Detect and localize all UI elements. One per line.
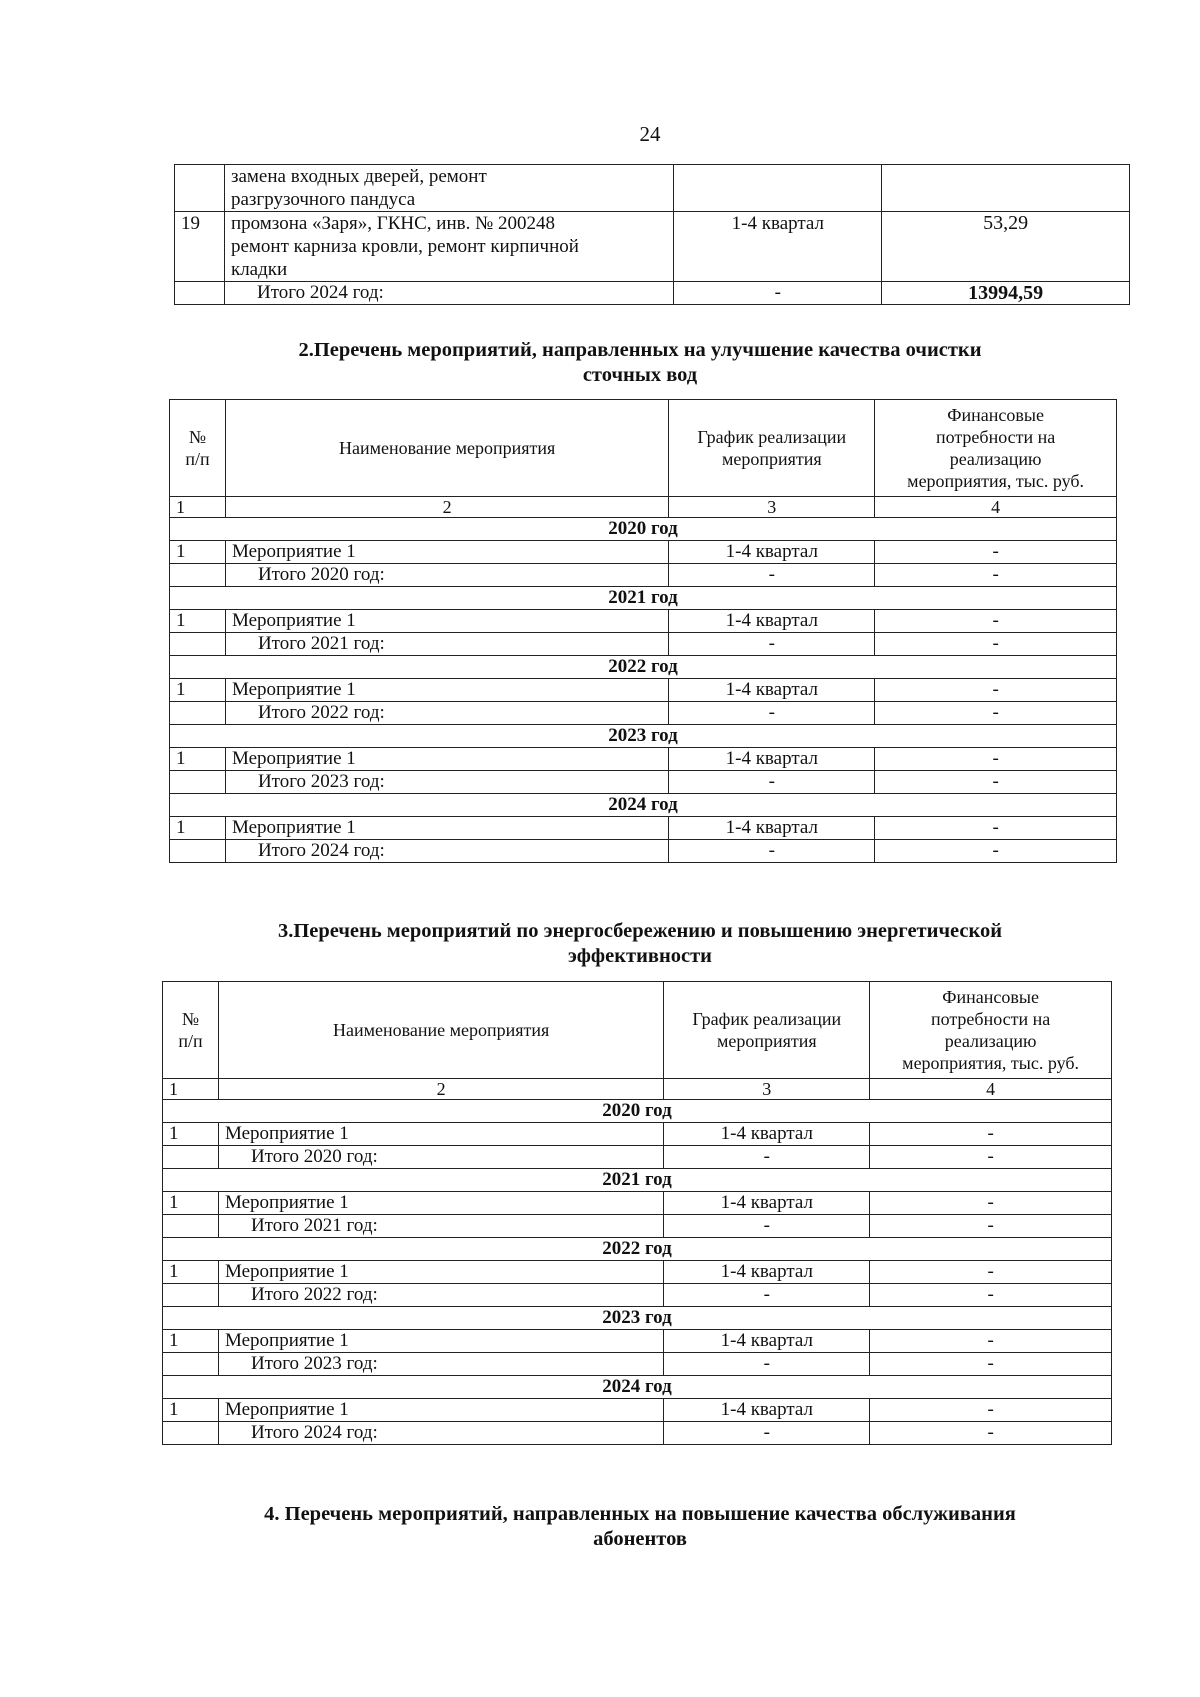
row-cost: - bbox=[875, 748, 1117, 771]
row-number: 1 bbox=[163, 1261, 219, 1284]
year-row bbox=[163, 1238, 1112, 1261]
row-name: Мероприятие 1 bbox=[218, 1330, 663, 1353]
row-cost: - bbox=[870, 1123, 1112, 1146]
total-cost: - bbox=[870, 1353, 1112, 1376]
year-row bbox=[170, 725, 1117, 748]
row-number: 19 bbox=[175, 212, 225, 282]
row-number: 1 bbox=[170, 610, 226, 633]
row-number: 1 bbox=[170, 541, 226, 564]
row-number bbox=[175, 165, 225, 212]
row-number: 1 bbox=[170, 679, 226, 702]
total-schedule: - bbox=[664, 1146, 870, 1169]
table-row bbox=[170, 541, 1117, 564]
row-schedule: 1-4 квартал bbox=[669, 748, 875, 771]
section-3-title: 3.Перечень мероприятий по энергосбережению и повышению энергетической эффективности bbox=[277, 920, 1003, 967]
header-row bbox=[170, 400, 1117, 497]
row-cost: - bbox=[870, 1192, 1112, 1215]
row-name: замена входных дверей, ремонт разгрузочного пандуса bbox=[224, 165, 673, 212]
row-schedule: 1-4 квартал bbox=[664, 1330, 870, 1353]
header-name: Наименование мероприятия bbox=[225, 400, 668, 497]
table-row bbox=[170, 610, 1117, 633]
row-schedule: 1-4 квартал bbox=[669, 610, 875, 633]
header-num: № п/п bbox=[163, 982, 219, 1079]
header-row bbox=[163, 982, 1112, 1079]
total-cost: - bbox=[875, 840, 1117, 863]
row-name: Мероприятие 1 bbox=[225, 610, 668, 633]
row-schedule: 1-4 квартал bbox=[669, 817, 875, 840]
total-label: Итого 2024 год: bbox=[218, 1422, 663, 1445]
year-label: 2022 год bbox=[163, 1238, 1112, 1261]
total-cost: - bbox=[870, 1284, 1112, 1307]
total-cost: - bbox=[870, 1422, 1112, 1445]
total-label: Итого 2023 год: bbox=[218, 1353, 663, 1376]
total-label: Итого 2020 год: bbox=[218, 1146, 663, 1169]
total-label: Итого 2022 год: bbox=[225, 702, 668, 725]
total-row bbox=[163, 1146, 1112, 1169]
total-cost: - bbox=[875, 564, 1117, 587]
total-cost: 13994,59 bbox=[882, 282, 1130, 305]
total-label: Итого 2024 год: bbox=[225, 840, 668, 863]
table-row bbox=[170, 679, 1117, 702]
row-name: Мероприятие 1 bbox=[225, 541, 668, 564]
year-row bbox=[163, 1307, 1112, 1330]
total-row bbox=[170, 564, 1117, 587]
section-2-table bbox=[169, 399, 1117, 863]
header-cost: Финансовые потребности на реализацию мероприятия, тыс. руб. bbox=[875, 400, 1117, 497]
row-cost: - bbox=[870, 1330, 1112, 1353]
table-row bbox=[170, 817, 1117, 840]
table-row bbox=[163, 1261, 1112, 1284]
total-schedule: - bbox=[674, 282, 882, 305]
table-row bbox=[163, 1330, 1112, 1353]
row-name: промзона «Заря», ГКНС, инв. № 200248 ремонт карниза кровли, ремонт кирпичной кладки bbox=[224, 212, 673, 282]
year-row bbox=[170, 656, 1117, 679]
row-schedule: 1-4 квартал bbox=[669, 541, 875, 564]
section-3-table bbox=[162, 981, 1112, 1445]
column-number-row: 1 2 3 4 bbox=[170, 497, 1117, 518]
total-row bbox=[163, 1284, 1112, 1307]
total-row bbox=[163, 1353, 1112, 1376]
row-cost: - bbox=[870, 1261, 1112, 1284]
header-name: Наименование мероприятия bbox=[218, 982, 663, 1079]
section-2-title: 2.Перечень мероприятий, направленных на улучшение качества очистки сточных вод bbox=[298, 339, 982, 386]
section-4-title: 4. Перечень мероприятий, направленных на повышение качества обслуживания абонентов bbox=[264, 1503, 1016, 1550]
table-row bbox=[175, 165, 1130, 212]
total-cost: - bbox=[870, 1215, 1112, 1238]
year-label: 2021 год bbox=[170, 587, 1117, 610]
year-label: 2021 год bbox=[163, 1169, 1112, 1192]
total-schedule: - bbox=[664, 1353, 870, 1376]
row-number: 1 bbox=[163, 1192, 219, 1215]
total-label: Итого 2022 год: bbox=[218, 1284, 663, 1307]
total-schedule: - bbox=[664, 1422, 870, 1445]
row-schedule: 1-4 квартал bbox=[664, 1399, 870, 1422]
row-cost: - bbox=[875, 817, 1117, 840]
total-label: Итого 2024 год: bbox=[224, 282, 673, 305]
row-number: 1 bbox=[163, 1123, 219, 1146]
row-name: Мероприятие 1 bbox=[218, 1261, 663, 1284]
year-row bbox=[163, 1100, 1112, 1123]
header-schedule: График реализации мероприятия bbox=[669, 400, 875, 497]
table-row bbox=[175, 212, 1130, 282]
year-label: 2024 год bbox=[170, 794, 1117, 817]
table-row bbox=[163, 1123, 1112, 1146]
row-number: 1 bbox=[163, 1399, 219, 1422]
year-row bbox=[170, 518, 1117, 541]
total-row bbox=[163, 1422, 1112, 1445]
header-cost: Финансовые потребности на реализацию мероприятия, тыс. руб. bbox=[870, 982, 1112, 1079]
table-row bbox=[163, 1399, 1112, 1422]
total-schedule: - bbox=[664, 1284, 870, 1307]
row-name: Мероприятие 1 bbox=[218, 1399, 663, 1422]
total-row bbox=[170, 633, 1117, 656]
year-row bbox=[170, 587, 1117, 610]
row-number: 1 bbox=[170, 817, 226, 840]
row-cost: - bbox=[875, 610, 1117, 633]
year-label: 2024 год bbox=[163, 1376, 1112, 1399]
year-label: 2022 год bbox=[170, 656, 1117, 679]
header-schedule: График реализации мероприятия bbox=[664, 982, 870, 1079]
year-label: 2020 год bbox=[163, 1100, 1112, 1123]
row-cost bbox=[882, 165, 1130, 212]
row-schedule: 1-4 квартал bbox=[664, 1192, 870, 1215]
year-label: 2023 год bbox=[170, 725, 1117, 748]
year-row bbox=[163, 1169, 1112, 1192]
year-row bbox=[170, 794, 1117, 817]
row-name: Мероприятие 1 bbox=[218, 1123, 663, 1146]
total-row bbox=[170, 771, 1117, 794]
row-schedule: 1-4 квартал bbox=[669, 679, 875, 702]
total-row bbox=[170, 840, 1117, 863]
total-row bbox=[163, 1215, 1112, 1238]
row-schedule bbox=[674, 165, 882, 212]
row-number: 1 bbox=[170, 748, 226, 771]
row-name: Мероприятие 1 bbox=[225, 817, 668, 840]
total-schedule: - bbox=[664, 1215, 870, 1238]
row-name: Мероприятие 1 bbox=[225, 679, 668, 702]
row-number: 1 bbox=[163, 1330, 219, 1353]
total-cost: - bbox=[875, 771, 1117, 794]
year-label: 2023 год bbox=[163, 1307, 1112, 1330]
total-label: Итого 2021 год: bbox=[218, 1215, 663, 1238]
total-label: Итого 2021 год: bbox=[225, 633, 668, 656]
row-schedule: 1-4 квартал bbox=[664, 1261, 870, 1284]
total-row bbox=[170, 702, 1117, 725]
header-num: № п/п bbox=[170, 400, 226, 497]
year-row bbox=[163, 1376, 1112, 1399]
total-schedule: - bbox=[669, 840, 875, 863]
total-cost: - bbox=[875, 633, 1117, 656]
row-schedule: 1-4 квартал bbox=[664, 1123, 870, 1146]
row-name: Мероприятие 1 bbox=[218, 1192, 663, 1215]
total-cost: - bbox=[875, 702, 1117, 725]
total-schedule: - bbox=[669, 702, 875, 725]
year-label: 2020 год bbox=[170, 518, 1117, 541]
row-cost: - bbox=[875, 679, 1117, 702]
row-cost: - bbox=[875, 541, 1117, 564]
row-cost: - bbox=[870, 1399, 1112, 1422]
total-row bbox=[175, 282, 1130, 305]
row-schedule: 1-4 квартал bbox=[674, 212, 882, 282]
column-number-row: 1 2 3 4 bbox=[163, 1079, 1112, 1100]
row-name: Мероприятие 1 bbox=[225, 748, 668, 771]
table-row bbox=[163, 1192, 1112, 1215]
total-schedule: - bbox=[669, 771, 875, 794]
total-schedule: - bbox=[669, 633, 875, 656]
total-label: Итого 2020 год: bbox=[225, 564, 668, 587]
total-cost: - bbox=[870, 1146, 1112, 1169]
row-cost: 53,29 bbox=[882, 212, 1130, 282]
page-number: 24 bbox=[639, 122, 661, 146]
total-schedule: - bbox=[669, 564, 875, 587]
total-label: Итого 2023 год: bbox=[225, 771, 668, 794]
table-row bbox=[170, 748, 1117, 771]
continuation-table bbox=[174, 164, 1130, 305]
